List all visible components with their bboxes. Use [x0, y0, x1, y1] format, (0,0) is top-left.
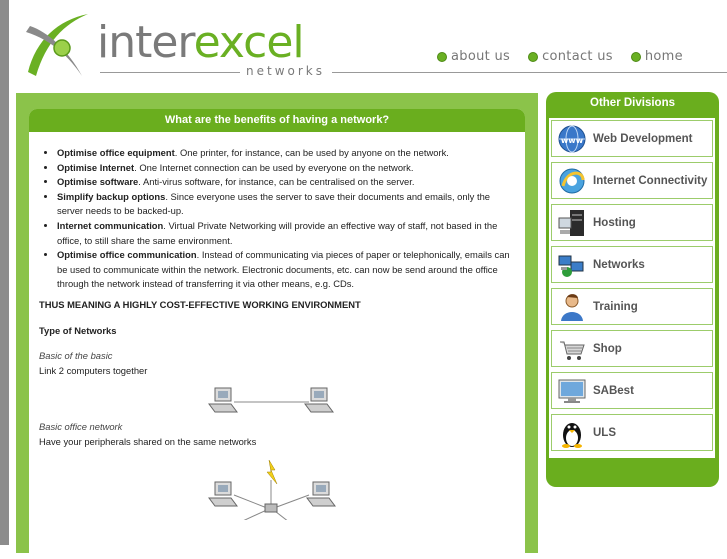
benefit-text: . Virtual Private Networking will provide an effective way of staff, not based in the office, to still share the same environment. [57, 219, 498, 246]
division-shop[interactable] [551, 330, 713, 367]
division-training[interactable] [551, 288, 713, 325]
two-computer-network-diagram [39, 378, 515, 420]
main-content [29, 132, 525, 520]
office-network-icon [29, 450, 525, 520]
bullet-dot-icon [631, 52, 641, 62]
nav-home[interactable] [631, 49, 683, 64]
shopping-cart-icon [555, 332, 589, 366]
bullet-dot-icon [437, 52, 447, 62]
division-label: SABest [593, 384, 634, 397]
logo-networks-text: networks [246, 64, 325, 78]
nav-about-us-label: about us [451, 49, 511, 64]
logo-inter-text: inter [97, 17, 194, 68]
benefit-title: Optimise software [57, 176, 139, 188]
type1-desc: Link 2 computers together [39, 364, 148, 376]
division-label: Shop [593, 342, 622, 355]
division-internet-connectivity[interactable] [551, 162, 713, 199]
list-item [57, 175, 515, 190]
ie-globe-icon [555, 164, 589, 198]
svg-text:www: www [560, 135, 584, 145]
division-uls[interactable] [551, 414, 713, 451]
divisions-list [549, 118, 715, 458]
benefit-text: . Anti-virus software, for instance, can be centralised on the server. [138, 176, 415, 188]
logo-excel-text: excel [193, 17, 304, 68]
list-item [57, 219, 515, 248]
division-label: Training [593, 300, 638, 313]
summary-text: THUS MEANING A HIGHLY COST-EFFECTIVE WORKING ENVIRONMENT [39, 298, 361, 310]
office-network-diagram [39, 450, 515, 520]
division-networks[interactable] [551, 246, 713, 283]
main-heading: What are the benefits of having a network? [29, 109, 525, 132]
nav-about-us[interactable] [437, 49, 510, 64]
division-label: Networks [593, 258, 645, 271]
division-label: Web Development [593, 132, 693, 145]
nav-contact-us[interactable] [528, 49, 613, 64]
other-divisions-panel [546, 92, 719, 487]
list-item [57, 161, 515, 176]
linux-penguin-icon [555, 416, 589, 450]
network-computers-icon [555, 248, 589, 282]
other-divisions-title: Other Divisions [590, 97, 675, 109]
benefit-title: Internet communication [57, 219, 164, 231]
logo-swoosh-icon[interactable] [18, 10, 98, 82]
benefit-title: Optimise Internet [57, 161, 135, 173]
network-diagram-icon [29, 378, 525, 420]
types-heading: Type of Networks [39, 324, 117, 336]
header-divider-right [332, 72, 727, 73]
header-divider-left [100, 72, 240, 73]
division-sabest[interactable] [551, 372, 713, 409]
left-edge-bar [0, 0, 9, 545]
list-item [57, 146, 515, 161]
division-label: Internet Connectivity [593, 174, 708, 187]
monitor-icon [555, 374, 589, 408]
www-globe-icon [555, 122, 589, 156]
benefit-title: Optimise office equipment [57, 147, 175, 158]
benefit-text: . One printer, for instance, can be used by anyone on the network. [174, 147, 449, 158]
type2-desc: Have your peripherals shared on the same networks [39, 435, 257, 447]
main-panel [16, 93, 538, 553]
benefit-text: . One Internet connection can be used by everyone on the network. [134, 161, 414, 173]
type1-title: Basic of the basic [39, 350, 113, 362]
division-label: Hosting [593, 216, 636, 229]
logo-wordmark[interactable] [97, 18, 304, 68]
nav-home-label: home [644, 49, 683, 64]
list-item [57, 248, 515, 292]
benefit-text: . Instead of communicating via pieces of paper or telephonically, emails can be used to communicate within the network. Electronic documents, etc. can now be send around the office through the network instead of transferring it via other means, e.g. CDs. [57, 249, 510, 290]
division-hosting[interactable] [551, 204, 713, 241]
division-web-development[interactable] [551, 120, 713, 157]
nav-contact-us-label: contact us [542, 49, 613, 64]
type2-title: Basic office network [39, 421, 123, 433]
list-item [57, 190, 515, 219]
benefit-title: Optimise office communication [57, 249, 197, 261]
benefits-list [39, 146, 515, 292]
bullet-dot-icon [528, 52, 538, 62]
main-content-box [29, 109, 525, 559]
person-icon [555, 290, 589, 324]
benefit-title: Simplify backup options [57, 190, 166, 202]
benefit-text: . Since everyone uses the server to save their documents and emails, only the server needs to be backed-up. [57, 190, 490, 217]
division-label: ULS [593, 426, 616, 439]
server-icon [555, 206, 589, 240]
top-nav [437, 49, 683, 64]
